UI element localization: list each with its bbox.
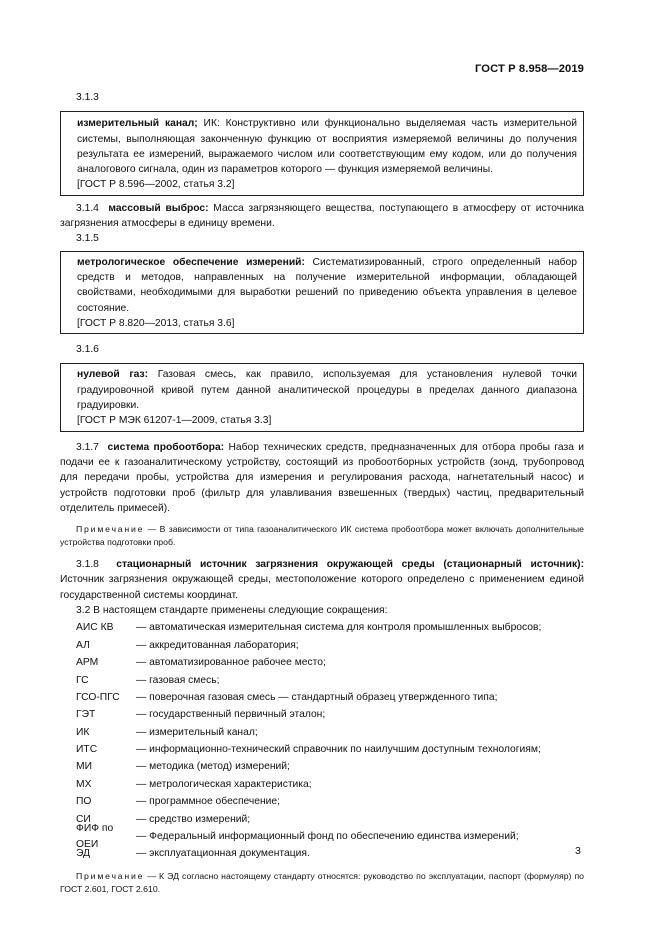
abbreviation-value: — информационно-технический справочник по наилучшим доступным технологиям; <box>136 744 541 756</box>
abbreviation-row <box>60 637 584 654</box>
abbreviation-value: — автоматическая измерительная система для контроля промышленных выбросов; <box>136 622 542 634</box>
page-number: 3 <box>575 845 581 857</box>
term-zero-gas: нулевой газ: <box>77 369 149 381</box>
term-sampling-system: система пробоотбора: <box>107 441 225 453</box>
abbreviation-key: ИК <box>76 726 90 738</box>
term-measuring-channel: измерительный канал; <box>77 118 198 130</box>
abbreviation-value: — поверочная газовая смесь — стандартный образец утвержденного типа; <box>136 691 498 703</box>
note-text-3-1-7: — В зависимости от типа газоаналитического ИК система пробоотбора может включать дополнительные устройства подготовки проб. <box>60 524 584 548</box>
abbreviation-key: ИТС <box>76 744 98 756</box>
section-number-3-1-5: 3.1.5 <box>76 233 99 245</box>
abbreviation-row <box>60 845 584 862</box>
definition-stationary-source: Источник загрязнения окружающей среды, местоположение которого определено с применением единой государственной системы координат. <box>60 574 584 601</box>
term-definition-3-1-8 <box>60 557 584 603</box>
abbreviation-row <box>60 654 584 671</box>
note-3-1-7 <box>60 523 584 549</box>
abbreviation-key: МИ <box>76 761 92 773</box>
abbreviation-key: ГС <box>76 674 89 686</box>
term-definition-3-1-3 <box>77 116 577 177</box>
note-3-2 <box>60 870 584 896</box>
term-definition-3-1-5 <box>77 255 577 316</box>
abbreviation-row <box>60 811 584 828</box>
abbreviation-key: ГЭТ <box>76 709 96 721</box>
abbreviation-row <box>60 689 584 706</box>
abbreviation-value: — аккредитованная лаборатория; <box>136 639 299 651</box>
abbreviation-row <box>60 671 584 688</box>
note-label-3-1-7: Примечание <box>76 524 145 535</box>
page-content <box>60 90 584 896</box>
abbreviation-value: — средство измерений; <box>136 813 251 825</box>
abbreviation-row <box>60 706 584 723</box>
definition-zero-gas: Газовая смесь, как правило, используемая для установления нулевой точки градуировочной кривой путем данной аналитической процедуры в пределах данного диапазона градуировки. <box>77 369 578 412</box>
abbreviation-row <box>60 776 584 793</box>
abbreviation-key: ЭД <box>76 848 91 860</box>
abbreviation-key: СИ <box>76 813 91 825</box>
definition-measuring-channel: ИК: Конструктивно или функционально выделяемая часть измерительной системы, выполняющая законченную функцию от восприятия измеряемой величины до получения результата ее измерений, выражаемого числом или соответствующим ему кодом, или до получения аналогового сигнала, один из параметров которого — функция измеряемой величины. <box>77 118 577 176</box>
term-definition-3-1-4 <box>60 201 584 232</box>
standard-designation: ГОСТ Р 8.958—2019 <box>475 63 584 75</box>
abbreviation-key: ФИФ по ОЕИ <box>76 823 114 850</box>
abbreviation-row <box>60 823 584 850</box>
term-mass-emission: массовый выброс: <box>108 202 209 214</box>
term-stationary-source: стационарный источник загрязнения окружающей среды (стационарный источник): <box>116 559 584 571</box>
abbreviation-key: ГСО-ПГС <box>76 691 120 703</box>
term-definition-3-1-7 <box>60 440 584 516</box>
abbreviation-key: ПО <box>76 796 92 808</box>
abbreviation-key: АРМ <box>76 657 99 669</box>
reference-3-1-3: [ГОСТ Р 8.596—2002, статья 3.2] <box>77 179 235 191</box>
reference-3-1-6: [ГОСТ Р МЭК 61207-1—2009, статья 3.3] <box>77 415 272 427</box>
section-number-3-1-7: 3.1.7 <box>76 441 99 453</box>
abbreviation-row <box>60 793 584 810</box>
definition-metrological-assurance: Систематизированный, строго определенный набор средств и методов, направленных на получение измерительной информации, обладающей свойствами, необходимыми для выработки решений по приведению объекта управления в целевое состояние. <box>77 256 577 314</box>
definition-sampling-system: Набор технических средств, предназначенных для отбора пробы газа и подачи ее к газоаналитическому устройству, состоящий из пробоотборных устройств (зонд, трубопровод для передачи пробы, устройства для измерения и регулирования расхода, нагнетательный насос) и устройств подготовки проб (фильтр для улавливания взвешенных (твердых) частиц, предварительный отделитель примесей). <box>60 441 584 514</box>
note-text-3-2: — К ЭД согласно настоящему стандарту относятся: руководство по эксплуатации, паспорт (формуляр) по ГОСТ 2.601, ГОСТ 2.610. <box>60 870 584 894</box>
abbreviation-row <box>60 724 584 741</box>
reference-3-1-5: [ГОСТ Р 8.820—2013, статья 3.6] <box>77 317 235 329</box>
section-number-3-1-8: 3.1.8 <box>76 559 99 571</box>
abbreviation-value: — государственный первичный эталон; <box>136 709 326 721</box>
abbreviation-value: — эксплуатационная документация. <box>136 848 310 860</box>
abbreviation-value: — методика (метод) измерений; <box>136 761 290 773</box>
abbreviation-list <box>60 619 584 862</box>
abbreviation-key: МХ <box>76 778 92 790</box>
term-box-measuring-channel <box>60 111 584 195</box>
abbreviation-row <box>60 758 584 775</box>
section-number-3-1-6: 3.1.6 <box>76 344 99 356</box>
abbreviation-key: АИС КВ <box>76 622 114 634</box>
abbreviation-key: АЛ <box>76 639 90 651</box>
section-3-2-intro: 3.2 В настоящем стандарте применены следующие сокращения: <box>76 605 388 617</box>
abbreviation-row <box>60 741 584 758</box>
abbreviation-value: — измерительный канал; <box>136 726 258 738</box>
term-box-zero-gas <box>60 363 584 431</box>
abbreviation-row <box>60 619 584 636</box>
term-definition-3-1-6 <box>77 367 577 413</box>
abbreviation-value: — автоматизированное рабочее место; <box>136 657 326 669</box>
term-metrological-assurance: метрологическое обеспечение измерений: <box>77 256 305 268</box>
term-box-metrological-assurance <box>60 251 584 334</box>
definition-mass-emission: Масса загрязняющего вещества, поступающего в атмосферу от источника загрязнения атмосферы в единицу времени. <box>60 202 584 230</box>
abbreviation-value: — Федеральный информационный фонд по обеспечению единства измерений; <box>136 831 519 843</box>
abbreviation-value: — газовая смесь; <box>136 674 220 686</box>
note-label-3-2: Примечание <box>76 870 145 881</box>
section-number-3-1-4: 3.1.4 <box>76 202 99 214</box>
abbreviation-value: — программное обеспечение; <box>136 796 281 808</box>
abbreviation-value: — метрологическая характеристика; <box>136 778 312 790</box>
section-number-3-1-3: 3.1.3 <box>76 92 99 103</box>
